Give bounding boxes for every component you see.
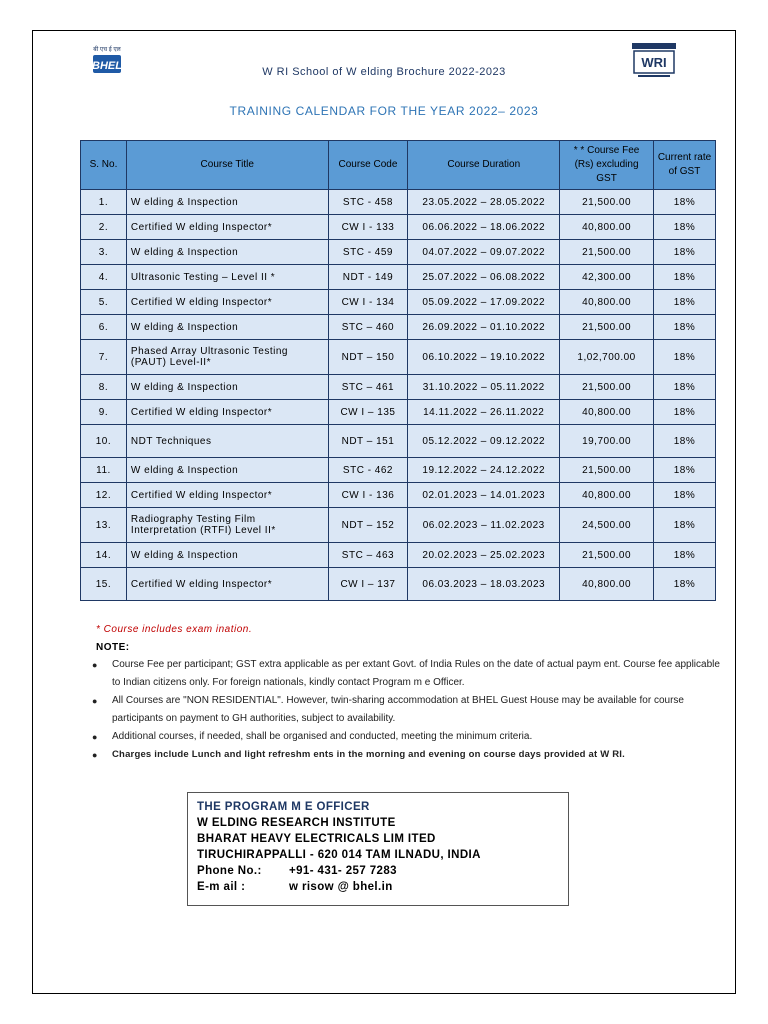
cell-sno: 15. bbox=[81, 568, 127, 601]
cell-duration: 04.07.2022 – 09.07.2022 bbox=[408, 240, 560, 265]
header-course-duration: Course Duration bbox=[408, 141, 560, 190]
cell-sno: 3. bbox=[81, 240, 127, 265]
cell-duration: 25.07.2022 – 06.08.2022 bbox=[408, 265, 560, 290]
cell-title: Certified W elding Inspector* bbox=[126, 400, 328, 425]
table-row bbox=[81, 290, 716, 315]
cell-gst: 18% bbox=[654, 215, 716, 240]
cell-duration: 06.06.2022 – 18.06.2022 bbox=[408, 215, 560, 240]
cell-sno: 9. bbox=[81, 400, 127, 425]
list-item bbox=[92, 746, 722, 764]
cell-duration: 23.05.2022 – 28.05.2022 bbox=[408, 190, 560, 215]
cell-title: Certified W elding Inspector* bbox=[126, 568, 328, 601]
email-value[interactable]: w risow @ bhel.in bbox=[289, 881, 393, 893]
cell-duration: 06.03.2023 – 18.03.2023 bbox=[408, 568, 560, 601]
note-text: All Courses are "NON RESIDENTIAL". However, twin-sharing accommodation at BHEL Guest House may be available for course participants on payment to GH authorities, subject to availability. bbox=[112, 695, 684, 724]
table-row bbox=[81, 568, 716, 601]
bullet-icon: ● bbox=[92, 750, 98, 760]
cell-duration: 14.11.2022 – 26.11.2022 bbox=[408, 400, 560, 425]
header-course-code: Course Code bbox=[328, 141, 408, 190]
cell-sno: 1. bbox=[81, 190, 127, 215]
cell-title: NDT Techniques bbox=[126, 425, 328, 458]
cell-fee: 40,800.00 bbox=[560, 290, 654, 315]
cell-sno: 5. bbox=[81, 290, 127, 315]
contact-officer: THE PROGRAM M E OFFICER bbox=[197, 801, 370, 813]
cell-sno: 10. bbox=[81, 425, 127, 458]
phone-label: Phone No.: bbox=[197, 865, 262, 877]
cell-code: CW I - 133 bbox=[328, 215, 408, 240]
cell-fee: 21,500.00 bbox=[560, 458, 654, 483]
cell-duration: 05.12.2022 – 09.12.2022 bbox=[408, 425, 560, 458]
contact-company: BHARAT HEAVY ELECTRICALS LIM ITED bbox=[197, 833, 436, 845]
cell-fee: 19,700.00 bbox=[560, 425, 654, 458]
header-course-title: Course Title bbox=[126, 141, 328, 190]
cell-title: W elding & Inspection bbox=[126, 458, 328, 483]
cell-code: CW I – 137 bbox=[328, 568, 408, 601]
table-row bbox=[81, 483, 716, 508]
phone-value: +91- 431- 257 7283 bbox=[289, 865, 397, 877]
cell-gst: 18% bbox=[654, 458, 716, 483]
table-row bbox=[81, 400, 716, 425]
cell-sno: 6. bbox=[81, 315, 127, 340]
cell-gst: 18% bbox=[654, 240, 716, 265]
bullet-icon: ● bbox=[92, 696, 98, 706]
table-row bbox=[81, 215, 716, 240]
cell-gst: 18% bbox=[654, 265, 716, 290]
cell-sno: 14. bbox=[81, 543, 127, 568]
note-text: Course Fee per participant; GST extra applicable as per extant Govt. of India Rules on the date of actual paym ent. Course fee applicable to Indian citizens only. For foreign nationals, kindly contact Program m e Officer. bbox=[112, 659, 720, 688]
cell-sno: 13. bbox=[81, 508, 127, 543]
cell-duration: 20.02.2023 – 25.02.2023 bbox=[408, 543, 560, 568]
exam-footnote: * Course includes exam ination. bbox=[96, 624, 253, 635]
cell-code: NDT – 150 bbox=[328, 340, 408, 375]
cell-gst: 18% bbox=[654, 400, 716, 425]
contact-address: TIRUCHIRAPPALLI - 620 014 TAM ILNADU, INDIA bbox=[197, 849, 481, 861]
cell-fee: 40,800.00 bbox=[560, 483, 654, 508]
cell-gst: 18% bbox=[654, 568, 716, 601]
cell-sno: 8. bbox=[81, 375, 127, 400]
table-row bbox=[81, 315, 716, 340]
header-gst: Current rate of GST bbox=[654, 141, 716, 190]
cell-fee: 21,500.00 bbox=[560, 375, 654, 400]
bullet-icon: ● bbox=[92, 732, 98, 742]
list-item bbox=[92, 728, 722, 746]
table-row bbox=[81, 508, 716, 543]
cell-fee: 21,500.00 bbox=[560, 190, 654, 215]
cell-title: Radiography Testing Film Interpretation (RTFI) Level II* bbox=[126, 508, 328, 543]
cell-sno: 11. bbox=[81, 458, 127, 483]
cell-code: STC – 460 bbox=[328, 315, 408, 340]
calendar-title: TRAINING CALENDAR FOR THE YEAR 2022– 2023 bbox=[229, 104, 539, 118]
table-row bbox=[81, 265, 716, 290]
cell-code: NDT - 149 bbox=[328, 265, 408, 290]
header-course-fee: * * Course Fee (Rs) excluding GST bbox=[560, 141, 654, 190]
contact-institute: W ELDING RESEARCH INSTITUTE bbox=[197, 817, 396, 829]
cell-fee: 40,800.00 bbox=[560, 400, 654, 425]
cell-fee: 21,500.00 bbox=[560, 315, 654, 340]
table-row bbox=[81, 458, 716, 483]
cell-gst: 18% bbox=[654, 315, 716, 340]
table-row bbox=[81, 425, 716, 458]
cell-code: STC - 459 bbox=[328, 240, 408, 265]
cell-duration: 31.10.2022 – 05.11.2022 bbox=[408, 375, 560, 400]
header-sno: S. No. bbox=[81, 141, 127, 190]
cell-duration: 05.09.2022 – 17.09.2022 bbox=[408, 290, 560, 315]
table-header-row bbox=[81, 141, 716, 190]
cell-title: W elding & Inspection bbox=[126, 375, 328, 400]
cell-fee: 21,500.00 bbox=[560, 240, 654, 265]
cell-code: NDT – 151 bbox=[328, 425, 408, 458]
cell-duration: 19.12.2022 – 24.12.2022 bbox=[408, 458, 560, 483]
table-row bbox=[81, 375, 716, 400]
cell-gst: 18% bbox=[654, 190, 716, 215]
bullet-icon: ● bbox=[92, 660, 98, 670]
notes-list bbox=[92, 656, 722, 764]
table-row bbox=[81, 240, 716, 265]
cell-gst: 18% bbox=[654, 508, 716, 543]
contact-email-row bbox=[197, 879, 559, 895]
contact-phone-row bbox=[197, 863, 559, 879]
cell-code: STC – 463 bbox=[328, 543, 408, 568]
cell-code: CW I - 134 bbox=[328, 290, 408, 315]
cell-title: Phased Array Ultrasonic Testing (PAUT) Level-II* bbox=[126, 340, 328, 375]
training-calendar-table bbox=[80, 140, 716, 601]
cell-title: Ultrasonic Testing – Level II * bbox=[126, 265, 328, 290]
cell-sno: 2. bbox=[81, 215, 127, 240]
email-label: E-m ail : bbox=[197, 881, 246, 893]
cell-code: STC - 458 bbox=[328, 190, 408, 215]
cell-fee: 42,300.00 bbox=[560, 265, 654, 290]
svg-text:बी एच ई एल: बी एच ई एल bbox=[93, 47, 121, 53]
cell-duration: 06.10.2022 – 19.10.2022 bbox=[408, 340, 560, 375]
cell-duration: 02.01.2023 – 14.01.2023 bbox=[408, 483, 560, 508]
cell-code: NDT – 152 bbox=[328, 508, 408, 543]
table-row bbox=[81, 340, 716, 375]
cell-gst: 18% bbox=[654, 340, 716, 375]
cell-gst: 18% bbox=[654, 425, 716, 458]
cell-sno: 12. bbox=[81, 483, 127, 508]
cell-sno: 7. bbox=[81, 340, 127, 375]
list-item bbox=[92, 656, 722, 692]
cell-code: STC – 461 bbox=[328, 375, 408, 400]
cell-fee: 24,500.00 bbox=[560, 508, 654, 543]
cell-fee: 21,500.00 bbox=[560, 543, 654, 568]
cell-title: W elding & Inspection bbox=[126, 190, 328, 215]
cell-title: W elding & Inspection bbox=[126, 543, 328, 568]
table-row bbox=[81, 190, 716, 215]
cell-title: W elding & Inspection bbox=[126, 240, 328, 265]
wri-logo-text: WRI bbox=[641, 55, 667, 70]
cell-fee: 1,02,700.00 bbox=[560, 340, 654, 375]
cell-title: W elding & Inspection bbox=[126, 315, 328, 340]
brochure-title: W RI School of W elding Brochure 2022-2023 bbox=[262, 66, 506, 78]
cell-duration: 06.02.2023 – 11.02.2023 bbox=[408, 508, 560, 543]
bhel-logo-text: BHEL bbox=[92, 60, 122, 72]
cell-fee: 40,800.00 bbox=[560, 215, 654, 240]
cell-gst: 18% bbox=[654, 483, 716, 508]
cell-gst: 18% bbox=[654, 543, 716, 568]
cell-fee: 40,800.00 bbox=[560, 568, 654, 601]
cell-gst: 18% bbox=[654, 290, 716, 315]
cell-code: CW I – 135 bbox=[328, 400, 408, 425]
cell-code: STC - 462 bbox=[328, 458, 408, 483]
cell-title: Certified W elding Inspector* bbox=[126, 290, 328, 315]
note-text: Additional courses, if needed, shall be organised and conducted, meeting the minimum criteria. bbox=[112, 731, 533, 742]
cell-gst: 18% bbox=[654, 375, 716, 400]
cell-code: CW I - 136 bbox=[328, 483, 408, 508]
cell-sno: 4. bbox=[81, 265, 127, 290]
cell-duration: 26.09.2022 – 01.10.2022 bbox=[408, 315, 560, 340]
note-label: NOTE: bbox=[96, 642, 130, 653]
table-row bbox=[81, 543, 716, 568]
cell-title: Certified W elding Inspector* bbox=[126, 483, 328, 508]
note-text: Charges include Lunch and light refreshm ents in the morning and evening on course days provided at W RI. bbox=[112, 749, 625, 760]
contact-box bbox=[187, 792, 569, 906]
cell-title: Certified W elding Inspector* bbox=[126, 215, 328, 240]
list-item bbox=[92, 692, 722, 728]
